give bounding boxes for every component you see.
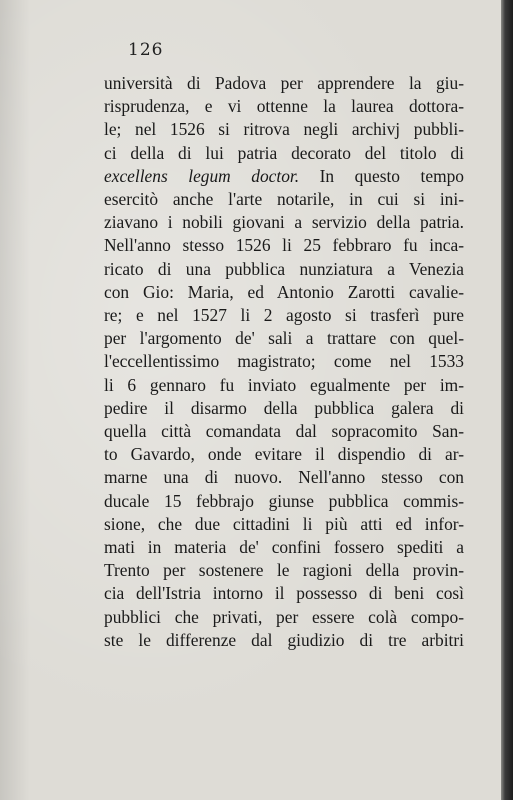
text-line: risprudenza, e vi ottenne la laurea dottora- [104,96,464,117]
text-line: cia dell'Istria intorno il possesso di beni così [104,583,464,604]
page-edge-shadow [501,0,513,800]
text-line: con Gio: Maria, ed Antonio Zarotti cavalie- [104,281,464,302]
text-line: l'eccellentissimo magistrato; come nel 1533 [104,351,464,372]
text-line: esercitò anche l'arte notarile, in cui si ini- [104,189,464,210]
text-line: to Gavardo, onde evitare il dispendio di ar- [104,444,464,465]
page-number: 126 [128,40,164,60]
text-line: Nell'anno stesso 1526 li 25 febbraro fu inca- [104,235,464,256]
text-line: sione, che due cittadini li più atti ed infor- [104,513,464,534]
text-line: marne una di nuovo. Nell'anno stesso con [104,467,464,488]
text-line: ricato di una pubblica nunziatura a Venezia [104,258,464,279]
text-line: università di Padova per apprendere la giu- [104,73,464,93]
text-line: ziavano i nobili giovani a servizio della patria. [104,212,464,233]
text-line: quella città comandata dal sopracomito San- [104,421,464,442]
text-line-rest: In questo tempo [299,165,464,186]
text-line: Trento per sostenere le ragioni della provin- [104,560,464,581]
text-line: mati in materia de' confini fossero spediti a [104,537,464,558]
text-line: ci della di lui patria decorato del titolo di [104,142,464,163]
text-line: li 6 gennaro fu inviato egualmente per im- [104,374,464,395]
body-text [104,72,464,652]
text-line: per l'argomento de' sali a trattare con quel- [104,328,464,349]
text-line: re; e nel 1527 li 2 agosto si trasferì pure [104,305,464,326]
italic-phrase: excellens legum doctor. [104,165,300,186]
text-line-with-italic [104,165,464,188]
text-line: pedire il disarmo della pubblica galera di [104,397,464,418]
text-line: le; nel 1526 si ritrova negli archivj pubbli- [104,119,464,140]
text-line: pubblici che privati, per essere colà compo- [104,606,464,627]
text-line: ducale 15 febbrajo giunse pubblica commis- [104,490,464,511]
text-line: ste le differenze dal giudizio di tre arbitri [104,629,464,650]
